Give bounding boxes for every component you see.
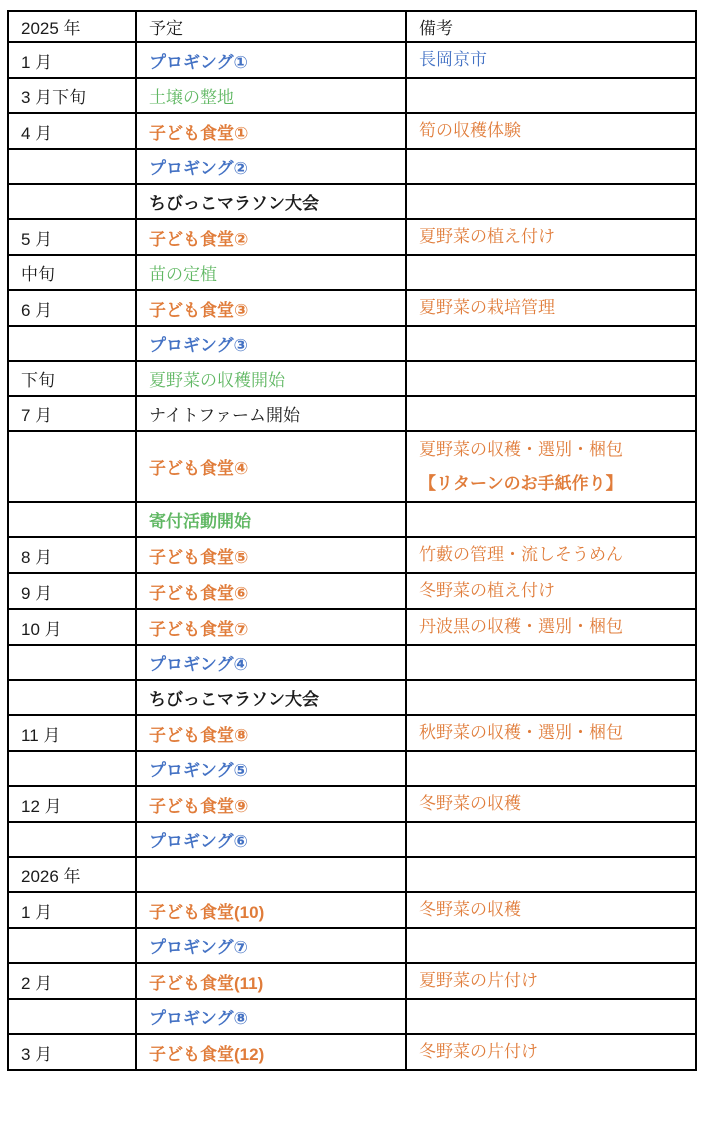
note-text: 長岡京市 <box>419 50 487 69</box>
plan-text: ちびっこマラソン大会 <box>149 194 319 213</box>
cell-note <box>406 892 696 928</box>
table-row <box>8 609 696 645</box>
cell-month <box>8 502 136 537</box>
plan-text: 子ども食堂(12) <box>149 1044 265 1064</box>
header-row <box>8 11 696 42</box>
plan-text: 苗の定植 <box>149 265 217 284</box>
cell-plan <box>136 822 406 857</box>
table-row <box>8 822 696 857</box>
plan-text: ナイトファーム開始 <box>149 406 300 425</box>
cell-plan <box>136 928 406 963</box>
cell-plan <box>136 502 406 537</box>
table-row <box>8 963 696 999</box>
cell-plan <box>136 963 406 999</box>
cell-note <box>406 928 696 963</box>
note-text: 秋野菜の収穫・選別・梱包 <box>419 723 623 742</box>
cell-month <box>8 751 136 786</box>
plan-text: 子ども食堂⑧ <box>149 725 249 745</box>
cell-month: 2026 年 <box>8 857 136 892</box>
note-text: 夏野菜の収穫・選別・梱包 <box>419 439 623 459</box>
table-row <box>8 184 696 219</box>
cell-month: 5 月 <box>8 219 136 255</box>
table-row <box>8 361 696 396</box>
cell-plan <box>136 396 406 431</box>
table-row <box>8 255 696 290</box>
cell-note <box>406 255 696 290</box>
cell-plan <box>136 184 406 219</box>
table-row <box>8 396 696 431</box>
note-text: 丹波黒の収穫・選別・梱包 <box>419 617 623 636</box>
cell-plan <box>136 857 406 892</box>
cell-note <box>406 78 696 113</box>
cell-note <box>406 184 696 219</box>
cell-plan <box>136 290 406 326</box>
cell-plan <box>136 1034 406 1070</box>
note-text: 夏野菜の栽培管理 <box>419 298 555 317</box>
cell-month: 8 月 <box>8 537 136 573</box>
table-row <box>8 786 696 822</box>
cell-note <box>406 361 696 396</box>
schedule-table <box>7 10 697 1071</box>
table-row <box>8 326 696 361</box>
cell-note <box>406 645 696 680</box>
table-row <box>8 892 696 928</box>
header-cell-plan: 予定 <box>136 11 406 42</box>
note-text: 筍の収穫体験 <box>419 121 521 140</box>
note-text: 【リターンのお手紙作り】 <box>419 473 623 493</box>
plan-text: プロギング⑥ <box>149 832 248 851</box>
cell-month: 1 月 <box>8 42 136 78</box>
cell-plan <box>136 537 406 573</box>
cell-plan <box>136 326 406 361</box>
table-row <box>8 431 696 502</box>
cell-month: 下旬 <box>8 361 136 396</box>
table-row <box>8 149 696 184</box>
cell-month: 1 月 <box>8 892 136 928</box>
cell-month: 7 月 <box>8 396 136 431</box>
cell-note <box>406 822 696 857</box>
plan-text: 夏野菜の収穫開始 <box>149 371 285 390</box>
cell-month: 3 月 <box>8 1034 136 1070</box>
cell-plan <box>136 219 406 255</box>
cell-month <box>8 645 136 680</box>
plan-text: 子ども食堂② <box>149 229 249 249</box>
plan-text: プロギング③ <box>149 336 248 355</box>
table-row <box>8 928 696 963</box>
cell-month <box>8 822 136 857</box>
cell-plan <box>136 892 406 928</box>
cell-month: 2 月 <box>8 963 136 999</box>
cell-note <box>406 113 696 149</box>
cell-note <box>406 219 696 255</box>
cell-month: 12 月 <box>8 786 136 822</box>
plan-text: プロギング④ <box>149 655 248 674</box>
plan-text: 子ども食堂⑨ <box>149 796 249 816</box>
cell-plan <box>136 786 406 822</box>
cell-note <box>406 290 696 326</box>
header-cell-year: 2025 年 <box>8 11 136 42</box>
plan-text: 子ども食堂(11) <box>149 973 264 993</box>
cell-month: 4 月 <box>8 113 136 149</box>
cell-note <box>406 326 696 361</box>
cell-plan <box>136 680 406 715</box>
note-text: 冬野菜の収穫 <box>419 900 521 919</box>
cell-month <box>8 184 136 219</box>
cell-month <box>8 680 136 715</box>
plan-text: プロギング⑧ <box>149 1009 248 1028</box>
cell-plan <box>136 715 406 751</box>
note-text: 夏野菜の植え付け <box>419 227 555 246</box>
cell-note <box>406 396 696 431</box>
cell-note <box>406 999 696 1034</box>
cell-month: 中旬 <box>8 255 136 290</box>
note-text: 冬野菜の植え付け <box>419 581 555 600</box>
cell-plan <box>136 78 406 113</box>
plan-text: 子ども食堂⑤ <box>149 547 249 567</box>
plan-text: 子ども食堂③ <box>149 300 249 320</box>
cell-month: 10 月 <box>8 609 136 645</box>
cell-plan <box>136 255 406 290</box>
schedule-table-body <box>8 42 696 1070</box>
plan-text: 子ども食堂⑥ <box>149 583 249 603</box>
table-row <box>8 502 696 537</box>
table-row <box>8 645 696 680</box>
plan-text: 子ども食堂① <box>149 123 249 143</box>
table-row <box>8 537 696 573</box>
header-cell-note: 備考 <box>406 11 696 42</box>
plan-text: プロギング⑦ <box>149 938 248 957</box>
cell-note <box>406 857 696 892</box>
cell-note <box>406 786 696 822</box>
cell-note <box>406 502 696 537</box>
cell-note <box>406 751 696 786</box>
cell-month <box>8 149 136 184</box>
cell-month <box>8 928 136 963</box>
cell-plan <box>136 645 406 680</box>
plan-text: 子ども食堂(10) <box>149 902 265 922</box>
cell-month: 3 月下旬 <box>8 78 136 113</box>
plan-text: 子ども食堂④ <box>149 459 249 478</box>
plan-text: プロギング① <box>149 52 248 72</box>
cell-plan <box>136 149 406 184</box>
plan-text: プロギング② <box>149 159 248 178</box>
table-row <box>8 219 696 255</box>
table-row <box>8 857 696 892</box>
cell-note <box>406 680 696 715</box>
table-row <box>8 113 696 149</box>
cell-note <box>406 573 696 609</box>
cell-note <box>406 42 696 78</box>
table-row <box>8 78 696 113</box>
cell-note <box>406 609 696 645</box>
table-row <box>8 573 696 609</box>
table-row <box>8 1034 696 1070</box>
cell-note <box>406 149 696 184</box>
cell-note <box>406 963 696 999</box>
note-text: 夏野菜の片付け <box>419 971 538 990</box>
cell-note <box>406 1034 696 1070</box>
plan-text: ちびっこマラソン大会 <box>149 690 319 709</box>
cell-note <box>406 537 696 573</box>
cell-month: 11 月 <box>8 715 136 751</box>
table-row <box>8 999 696 1034</box>
note-text: 冬野菜の収穫 <box>419 794 521 813</box>
table-row <box>8 290 696 326</box>
cell-note <box>406 431 696 502</box>
cell-plan <box>136 431 406 502</box>
note-text: 冬野菜の片付け <box>419 1042 538 1061</box>
cell-plan <box>136 999 406 1034</box>
cell-month <box>8 999 136 1034</box>
cell-month <box>8 326 136 361</box>
plan-text: 寄付活動開始 <box>149 512 251 531</box>
cell-plan <box>136 42 406 78</box>
plan-text: 子ども食堂⑦ <box>149 619 249 639</box>
cell-month <box>8 431 136 502</box>
note-text: 竹藪の管理・流しそうめん <box>419 545 623 564</box>
cell-month: 6 月 <box>8 290 136 326</box>
plan-text: プロギング⑤ <box>149 761 248 780</box>
cell-month: 9 月 <box>8 573 136 609</box>
plan-text: 土壌の整地 <box>149 88 234 107</box>
cell-note <box>406 715 696 751</box>
cell-plan <box>136 361 406 396</box>
cell-plan <box>136 609 406 645</box>
cell-plan <box>136 751 406 786</box>
table-row <box>8 751 696 786</box>
table-row <box>8 42 696 78</box>
table-row <box>8 715 696 751</box>
table-row <box>8 680 696 715</box>
cell-plan <box>136 573 406 609</box>
cell-plan <box>136 113 406 149</box>
